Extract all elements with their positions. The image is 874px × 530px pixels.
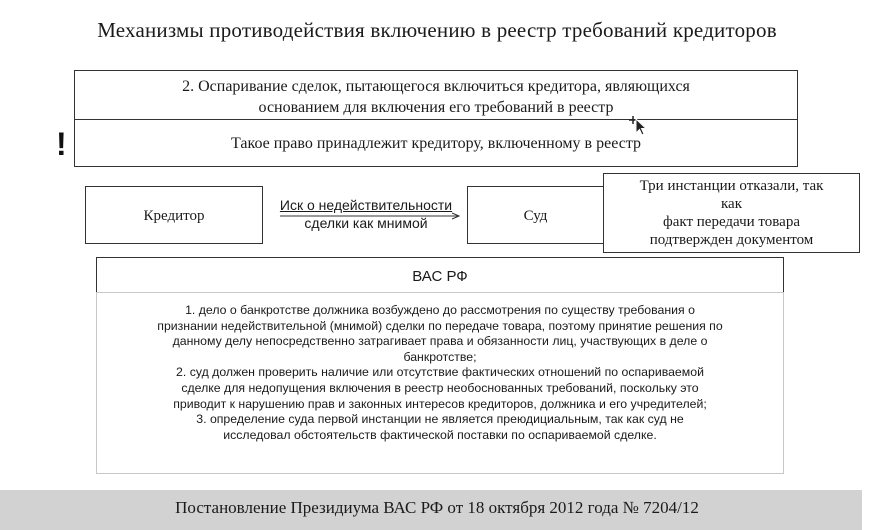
instances-line-2: как bbox=[720, 196, 742, 212]
vas-reasoning-box bbox=[96, 292, 784, 474]
vas-line: банкротстве; bbox=[403, 349, 477, 364]
exclamation-mark: ! bbox=[56, 126, 67, 162]
court-box: Суд bbox=[467, 186, 604, 244]
vas-line: сделке для недопущения включения в реестр необоснованных требований, поскольку это bbox=[181, 380, 699, 395]
instances-line-3: факт передачи товара bbox=[663, 214, 800, 230]
instances-line-1: Три инстанции отказали, так bbox=[639, 178, 824, 194]
vas-line: исследовал обстоятельств фактической поставки по оспариваемой сделке. bbox=[223, 427, 657, 442]
right-holder-box: Такое право принадлежит кредитору, включенному в реестр bbox=[74, 119, 798, 167]
vas-line: признании недействительной (мнимой) сделки по передаче товара, поэтому принятие решения по bbox=[157, 318, 723, 333]
challenge-line-2: основанием для включения его требований в реестр bbox=[258, 99, 614, 116]
creditor-box: Кредитор bbox=[85, 186, 263, 244]
lawsuit-line-2: сделки как мнимой bbox=[304, 215, 428, 231]
vas-line: 3. определение суда первой инстанции не является преюдициальным, так как суд не bbox=[196, 412, 684, 427]
instances-line-4: подтвержден документом bbox=[649, 232, 814, 248]
vas-line: 1. дело о банкротстве должника возбуждено до рассмотрения по существу требования о bbox=[185, 303, 695, 317]
move-cursor-icon bbox=[627, 113, 653, 139]
arrow-right-icon bbox=[280, 212, 465, 220]
vas-line: 2. суд должен проверить наличие или отсутствие фактических отношений по оспариваемой bbox=[176, 365, 704, 380]
slide-title: Механизмы противодействия включению в реестр требований кредиторов bbox=[97, 18, 777, 42]
challenge-transactions-box bbox=[74, 70, 798, 120]
challenge-line-1: 2. Оспаривание сделок, пытающегося включиться кредитора, являющихся bbox=[182, 78, 690, 95]
lawsuit-line-1: Иск о недействительности bbox=[279, 197, 453, 213]
vas-header-box: ВАС РФ bbox=[96, 257, 784, 293]
footer-citation: Постановление Президиума ВАС РФ от 18 октября 2012 года № 7204/12 bbox=[175, 498, 699, 517]
instances-box bbox=[603, 173, 860, 253]
vas-line: данному делу непосредственно затрагивает права и обязанности лиц, участвующих в деле о bbox=[172, 334, 708, 349]
vas-line: приводит к нарушению прав и законных интересов кредиторов, должника и его учредителей; bbox=[173, 396, 707, 411]
